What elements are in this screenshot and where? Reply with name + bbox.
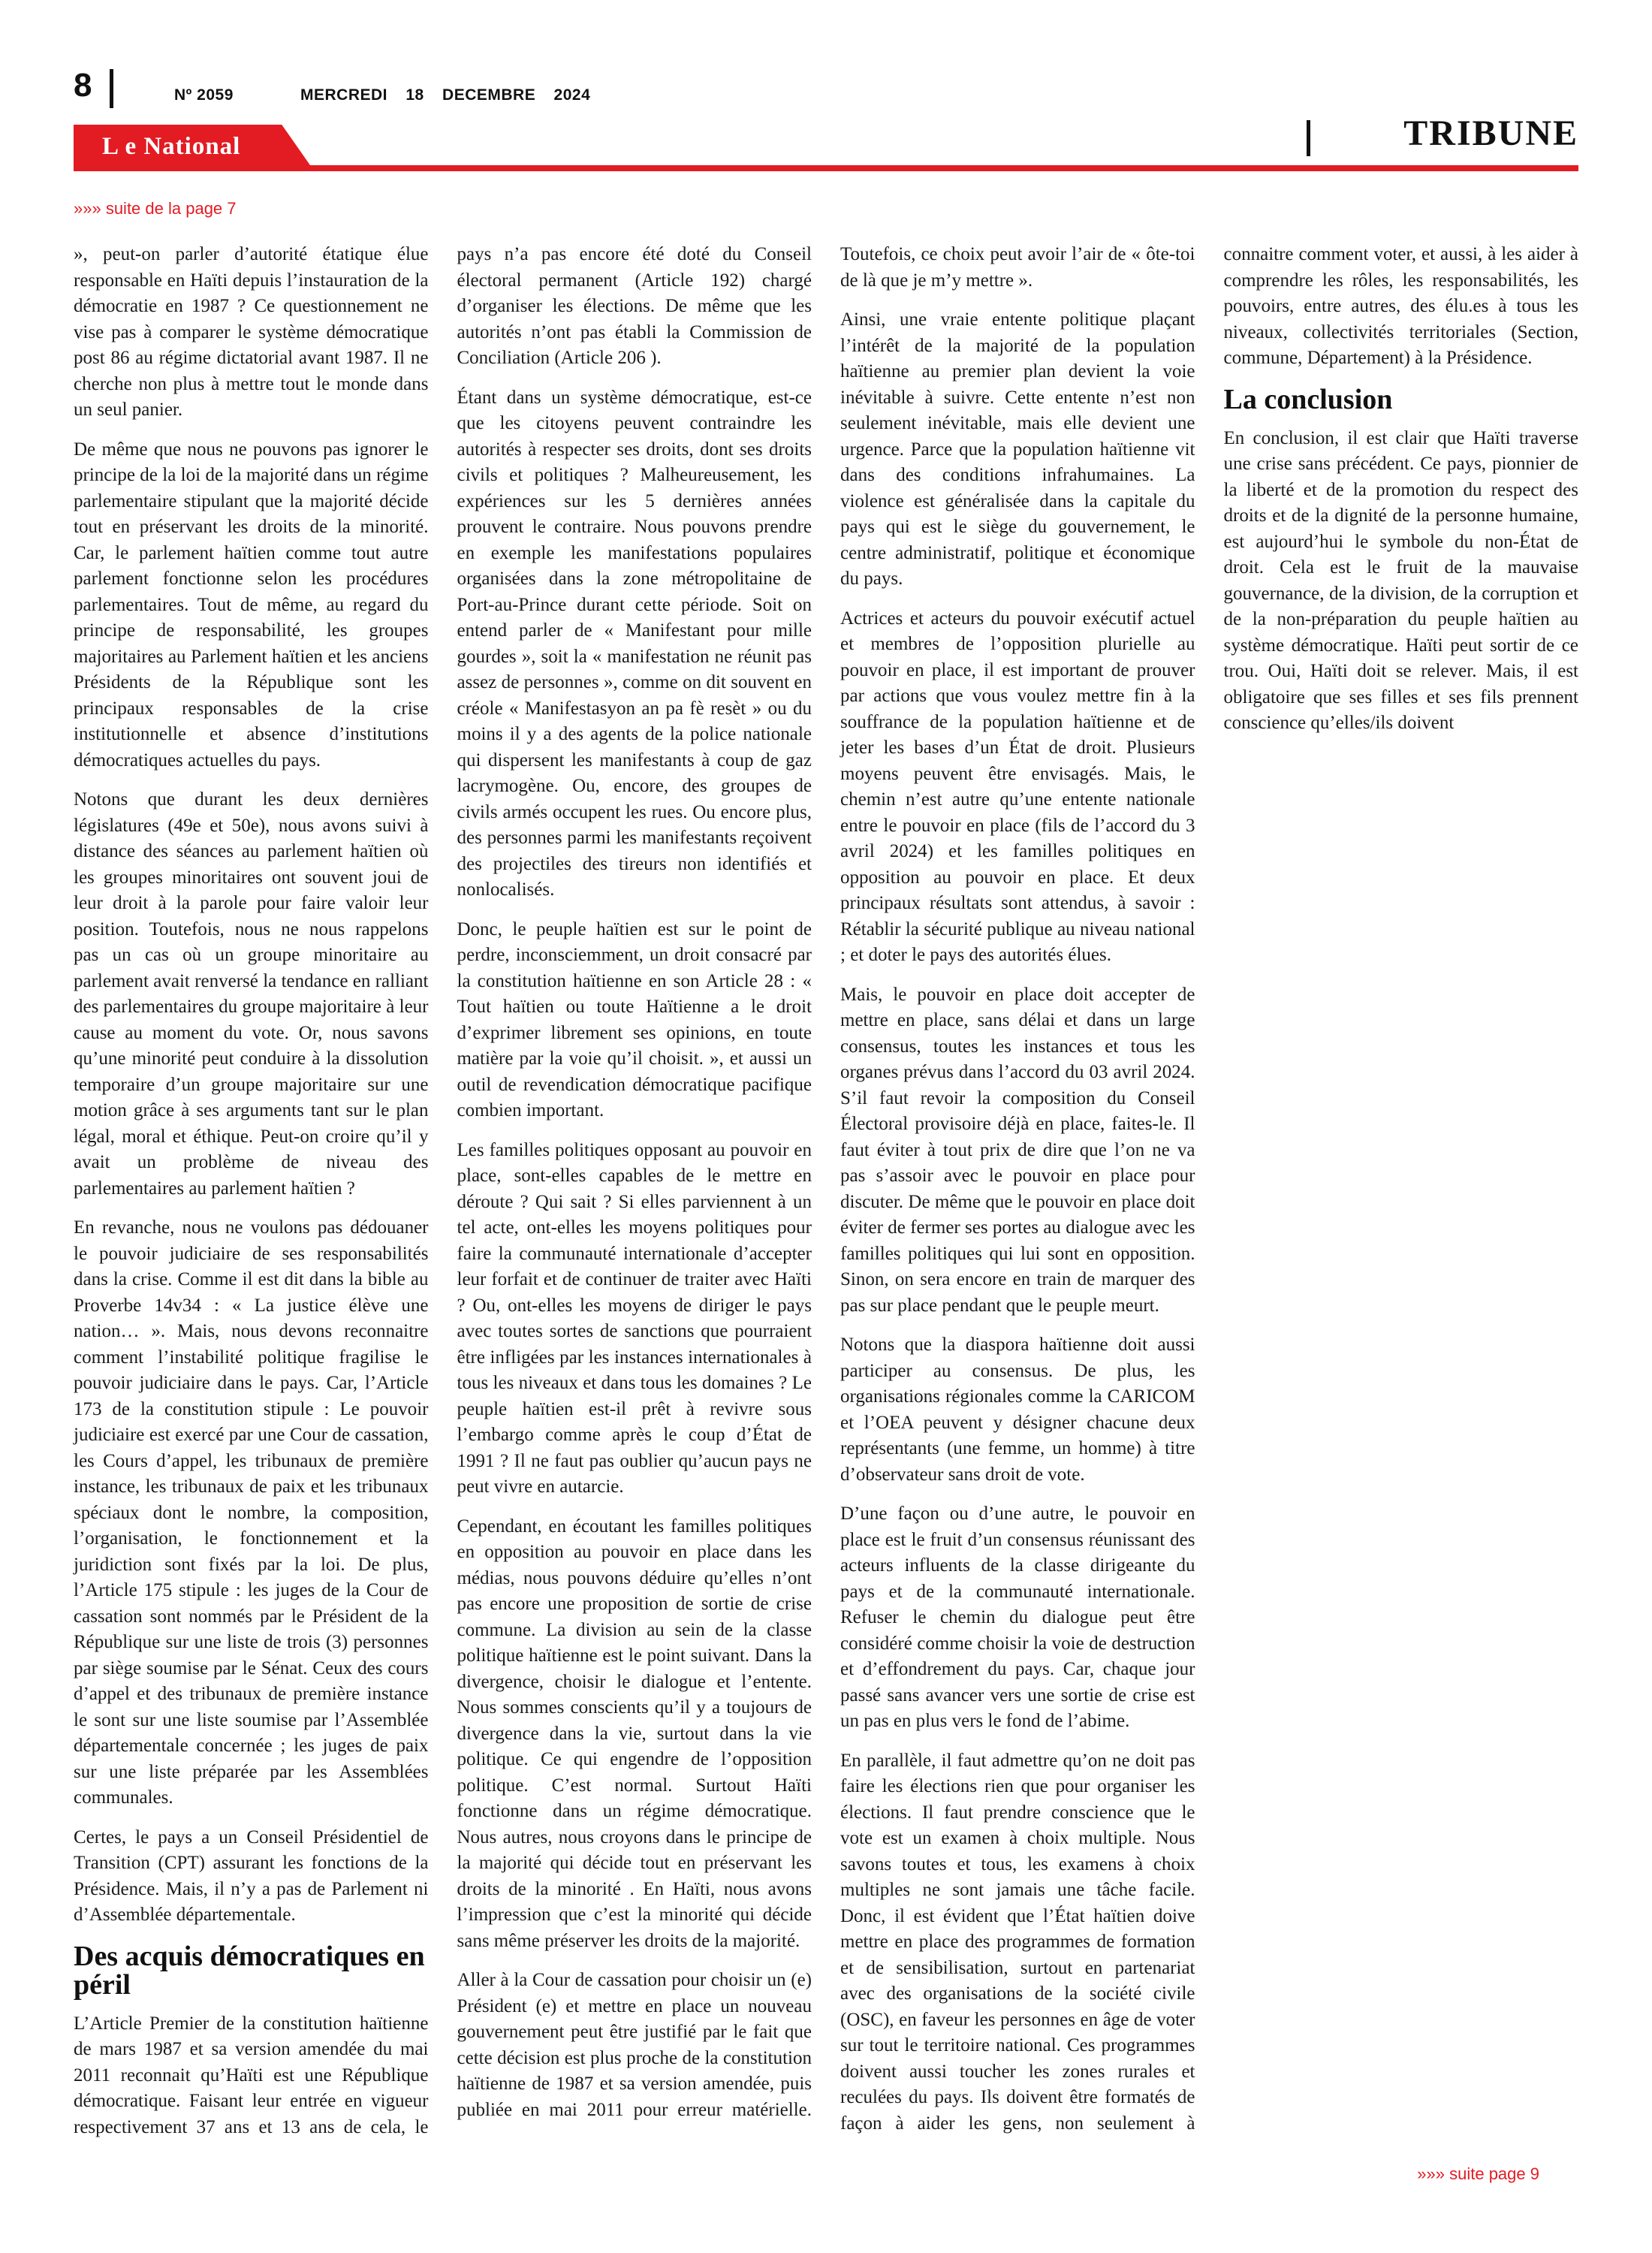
page-number-divider <box>110 69 113 108</box>
article-paragraph: D’une façon ou d’une autre, le pouvoir en place est le fruit d’un consensus réunissant des acteurs influents de la classe dirigeante du pays et de la communauté internationale. Refuser le chemin du dialogue peut être considéré comme choisir la voie de destruction et d’effondrement du pays. Car, chaque jour passé sans avancer vers une sortie de crise est un pas en plus vers le fond de l’abime. <box>840 1504 1195 1731</box>
section-heading: La conclusion <box>1223 383 1393 415</box>
article-paragraph: En revanche, nous ne voulons pas dédouaner le pouvoir judiciaire de ses responsabilités dans la crise. Comme il est dit dans la bible au Proverbe 14v34 : « La justice élève une nation… ». Mais, nous devons reconnaitre comment l’instabilité politique fragilise le pouvoir judiciaire dans le pays. Car, l’Article 173 de la constitution stipule : Le pouvoir judiciaire est exercé par une Cour de cassation, les Cours d’appel, les tribunaux de première instance, les tribunaux de paix et les tribunaux spéciaux dont le nombre, la composition, l’organisation, le fonctionnement et la juridiction sont fixés par la loi. De plus, l’Article 175 stipule : les juges de la Cour de cassation sont nommés par le Président de la République sur une liste de trois (3) personnes par siège soumise par le Sénat. Ceux des cours d’appel et des tribunaux de première instance le sont sur une liste soumise par l’Assemblée départementale concernée ; les juges de paix sur une liste préparée par les Assemblées communales. <box>74 1217 429 1808</box>
article-paragraph: L’Article Premier de la constitution haïtienne de mars 1987 et sa version amendée du mai 2011 reconnait qu’Haïti est une République démocratique. Faisant leur entrée en vigueur respectivement 37 ans et 13 ans de cela, le pays n’a pas encore été doté du Conseil électoral permanent (Article 192) chargé d’organiser les élections. De même que les autorités n’ont pas établi la Commission de Conciliation (Article 206 ). <box>74 244 812 2137</box>
issue-number: Nº 2059 <box>174 86 234 104</box>
article-paragraph: En conclusion, il est clair que Haïti traverse une crise sans précédent. Ce pays, pionnier de la liberté et de la promotion du respect des droits et de la dignité de la personne humaine, est aujourd’hui le symbole du non-État de droit. Cela est le fruit de la mauvaise gouvernance, de la division, de la corruption et de la non-préparation du peuple haïtien au système démocratique. Haïti peut sortir de ce trou. Oui, Haïti doit se relever. Mais, il est obligatoire que ses filles et ses fils prennent conscience qu’elles/ils doivent <box>1223 427 1578 733</box>
article-paragraph: Étant dans un système démocratique, est-ce que les citoyens peuvent contraindre les autorités à respecter ses droits, dont ses droits civils et politiques ? Malheureusement, les expériences sur les 5 dernières années prouvent le contraire. Nous pouvons prendre en exemple les manifestations populaires organisées dans la zone métropolitaine de Port-au-Prince durant cette période. Soit on entend parler de « Manifestant pour mille gourdes », soit la « manifestation ne réunit pas assez de personnes », comme on dit souvent en créole « Manifestasyon an pa fè resèt » ou du moins il y a des agents de la police nationale qui dispersent les manifestants à coup de gaz lacrymogène. Ou, encore, des groupes de civils armés occupent les rues. Ou encore plus, des personnes parmi les manifestants reçoivent des projectiles des tireurs non identifiés et nonlocalisés. <box>457 387 812 900</box>
continued-on-note[interactable]: »»» suite page 9 <box>1417 2164 1539 2183</box>
article-paragraph: Les familles politiques opposant au pouvoir en place, sont-elles capables de le mettre en déroute ? Qui sait ? Si elles parviennent à un tel acte, ont-elles les moyens politiques pour faire la communauté internationale d’accepter leur forfait et de continuer de traiter avec Haïti ? Ou, ont-elles les moyens de diriger le pays avec toutes sortes de sanctions que pourraient être infligées par les instances internationales à tous les niveaux et dans tous les domaines ? Le peuple haïtien est-il prêt à revivre sous l’embargo comme après le coup d’État de 1991 ? Il ne faut pas oublier qu’aucun pays ne peut vivre en autarcie. <box>457 1139 812 1497</box>
header-red-rule <box>74 165 1578 171</box>
article-body <box>74 242 1578 2149</box>
article-paragraph: En parallèle, il faut admettre qu’on ne doit pas faire les élections rien que pour organiser les élections. Il faut prendre conscience que le vote est un examen à choix multiple. Nous savons toutes et tous, les examens à choix multiples ne sont jamais une tâche facile. Donc, il est évident que l’État haïtien doive mettre en place des programmes de formation et de sensibilisation, surtout en partenariat avec des organisations de la société civile (OSC), en faveur les personnes en âge de voter sur tout le territoire national. Ces programmes doivent aussi toucher les zones rurales et reculées du pays. Ils doivent être formatés de façon à aider les gens, non seulement à connaitre comment voter, et aussi, à les aider à comprendre les rôles, les responsabilités, les pouvoirs, entre autres, des élu.es à tous les niveaux, collectivités territoriales (Section, commune, Département) à la Présidence. <box>840 244 1578 2134</box>
article-paragraph: Notons que la diaspora haïtienne doit aussi participer au consensus. De plus, les organisations régionales comme la CARICOM et l’OEA peuvent y désigner chacune deux représentants (une femme, un homme) à titre d’observateur sans droit de vote. <box>840 1335 1195 1485</box>
article-paragraph: De même que nous ne pouvons pas ignorer le principe de la loi de la majorité dans un régime parlementaire stipulant que la majorité décide tout en préservant les droits de la minorité. Car, le parlement haïtien comme tout autre parlement fonctionne selon les procédures parlementaires. Tout de même, au regard du principe de responsabilité, les groupes majoritaires au Parlement haïtien et les anciens Présidents de la République sont les principaux responsables de la crise institutionnelle et absence d’institutions démocratiques actuelles du pays. <box>74 439 429 771</box>
article-paragraph: Ainsi, une vraie entente politique plaçant l’intérêt de la majorité de la population haïtienne au premier plan devient la voie inévitable à suivre. Cette entente n’est non seulement inévitable, mais elle devient une urgence. Parce que la population haïtienne vit dans des conditions infrahumaines. La violence est généralisée dans la capitale du pays qui est le siège du gouvernement, le centre administratif, politique et économique du pays. <box>840 309 1195 589</box>
continued-from-note[interactable]: »»» suite de la page 7 <box>74 199 237 218</box>
article-paragraph: Certes, le pays a un Conseil Présidentiel de Transition (CPT) assurant les fonctions de la Présidence. Mais, il n’y a pas de Parlement ni d’Assemblée départementale. <box>74 1826 429 1925</box>
article-paragraph: Actrices et acteurs du pouvoir exécutif actuel et membres de l’opposition plurielle au pouvoir en place, il est important de prouver par actions que vous voulez mettre fin à la souffrance de la population haïtienne et de jeter les bases d’un État de droit. Plusieurs moyens peuvent être envisagés. Mais, le chemin n’est autre qu’une entente nationale entre le pouvoir en place (fils de l’accord du 3 avril 2024) et les familles politiques en opposition au pouvoir en place. Et deux principaux résultats sont attendus, à savoir : Rétablir la sécurité publique au niveau national ; et doter le pays des autorités élues. <box>840 608 1195 965</box>
brand-name: L e National <box>102 133 241 160</box>
article-paragraph: Donc, le peuple haïtien est sur le point de perdre, inconsciemment, un droit consacré par la constitution haïtienne en son Article 28 : « Tout haïtien ou toute Haïtienne a le droit d’exprimer librement ses opinions, en toute matière par la voie qu’il choisit. », et aussi un outil de revendication démocratique pacifique combien important. <box>457 918 812 1120</box>
issue-date: MERCREDI 18 DECEMBRE 2024 <box>300 86 591 104</box>
article-paragraph: Notons que durant les deux dernières législatures (49e et 50e), nous avons suivi à distance des séances au parlement haïtien où les groupes minoritaires ont souvent joui de leur droit à la parole pour faire valoir leur position. Toutefois, nous ne nous rappelons pas un cas où un groupe minoritaire au parlement avait renversé la tendance en ralliant des parlementaires du groupe majoritaire à leur cause au moment du vote. Or, nous savons qu’une minorité peut conduire à la dissolution temporaire d’un groupe majoritaire sur une motion grâce à ses arguments tant sur le plan légal, moral et éthique. Peut-on croire qu’il y avait un problème de niveau des parlementaires au parlement haïtien ? <box>74 789 429 1199</box>
section-divider <box>1307 120 1310 156</box>
article-paragraph: Aller à la Cour de cassation pour choisir un (e) Président (e) et mettre en place un nouveau gouvernement peut être justifié par le fait que cette décision est plus proche de la constitution haïtienne de 1987 et sa version amendée, puis publiée en mai 2011 pour erreur matérielle. Toutefois, ce choix peut avoir l’air de « ôte-toi de là que je m’y mettre ». <box>457 244 1195 2120</box>
section-heading: Des acquis démocratiques en péril <box>74 1940 425 2001</box>
article-paragraph: », peut-on parler d’autorité étatique élue responsable en Haïti depuis l’instauration de la démocratie en 1987 ? Ce questionnement ne vise pas à comparer le système démocratique post 86 au régime dictatorial avant 1987. Il ne cherche non plus à mettre tout le monde dans un seul panier. <box>74 244 429 420</box>
section-title: TRIBUNE <box>1403 113 1578 153</box>
article-paragraph: Cependant, en écoutant les familles politiques en opposition au pouvoir en place dans les médias, nous pouvons déduire qu’elles n’ont pas encore une proposition de sortie de crise commune. La division au sein de la classe politique haïtienne est le point suivant. Dans la divergence, choisir le dialogue et l’entente. Nous sommes conscients qu’il y a toujours de divergence dans la vie, surtout dans la vie politique. Ce qui engendre de l’opposition politique. C’est normal. Surtout Haïti fonctionne dans un régime démocratique. Nous autres, nous croyons dans le principe de la majorité qui décide tout en préservant les droits de la minorité . En Haïti, nous avons l’impression que c’est la minorité qui décide sans même préserver les droits de la majorité. <box>457 1516 812 1951</box>
page-number: 8 <box>74 67 92 104</box>
article-paragraph: Mais, le pouvoir en place doit accepter de mettre en place, sans délai et dans un large consensus, toutes les instances et tous les organes prévus dans l’accord du 03 avril 2024. S’il faut revoir la composition du Conseil Électoral provisoire déjà en place, faites-le. Il faut éviter à tout prix de dire que l’on ne va pas s’assoir avec le pouvoir en place pour discuter. De même que le pouvoir en place doit éviter de fermer ses portes au dialogue avec les familles politiques qui lui sont en opposition. Sinon, on sera encore en train de marquer des pas sur place pendant que le peuple meurt. <box>840 984 1195 1316</box>
